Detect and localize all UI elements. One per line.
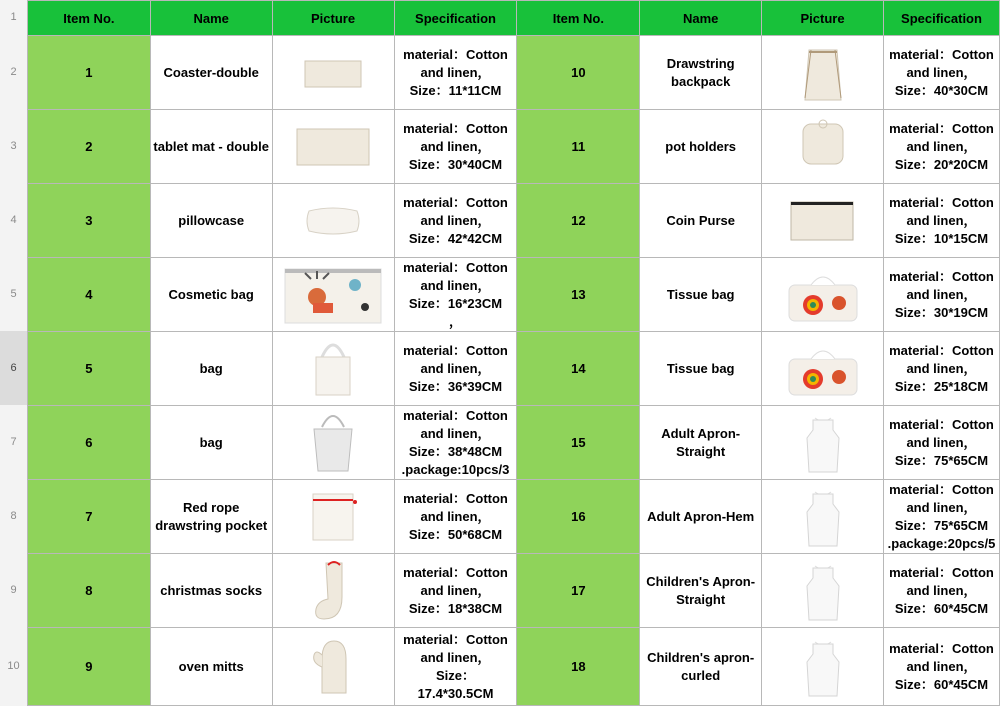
- spec-line: Size：10*15CM: [894, 230, 989, 246]
- product-picture-cell[interactable]: [272, 258, 394, 332]
- tissue-bag-image: [762, 332, 883, 405]
- spec-line: material：Cotton: [889, 481, 994, 497]
- cosmetic-bag-image: [273, 258, 394, 331]
- product-picture-cell[interactable]: [762, 110, 884, 184]
- item-number-cell[interactable]: 1: [28, 36, 151, 110]
- spec-line: Size：20*20CM: [894, 156, 989, 172]
- spec-line: ，: [449, 313, 463, 329]
- spec-line: material：Cotton: [889, 564, 994, 580]
- spec-line: material：Cotton: [403, 407, 508, 423]
- drawstring-pocket-image: [273, 480, 394, 553]
- row-number[interactable]: 2: [10, 66, 17, 78]
- table-row: [28, 628, 1000, 706]
- product-picture-cell[interactable]: [272, 184, 394, 258]
- spec-line: and linen，: [906, 286, 977, 302]
- spec-line: and linen，: [906, 64, 977, 80]
- header-item-no[interactable]: Item No.: [517, 1, 640, 36]
- product-picture-cell[interactable]: [762, 36, 884, 110]
- apron-image: [762, 554, 883, 627]
- table-row: [28, 258, 1000, 332]
- specification-cell[interactable]: [394, 184, 517, 258]
- spec-line: Size：75*65CM: [894, 517, 989, 533]
- pot-holder-image: [762, 110, 883, 183]
- product-picture-cell[interactable]: [272, 406, 394, 480]
- product-picture-cell[interactable]: [762, 480, 884, 554]
- header-name[interactable]: Name: [150, 1, 272, 36]
- spec-line: .package:20pcs/5: [887, 535, 996, 551]
- specification-cell[interactable]: [883, 554, 999, 628]
- spec-line: Size：30*40CM: [408, 156, 503, 172]
- header-name[interactable]: Name: [640, 1, 762, 36]
- product-picture-cell[interactable]: [762, 184, 884, 258]
- specification-cell[interactable]: [883, 480, 999, 554]
- specification-cell[interactable]: [394, 406, 517, 480]
- coaster-image: [273, 36, 394, 109]
- spec-line: Size：50*68CM: [408, 526, 503, 542]
- table-row: [28, 406, 1000, 480]
- spec-line: and linen，: [420, 649, 491, 665]
- spec-line: and linen，: [420, 212, 491, 228]
- specification-cell[interactable]: [394, 258, 517, 332]
- product-name-cell[interactable]: Tissue bag: [640, 332, 762, 406]
- item-number-cell[interactable]: 4: [28, 258, 151, 332]
- item-number-cell[interactable]: 18: [517, 628, 640, 706]
- specification-cell[interactable]: [394, 36, 517, 110]
- item-number-cell[interactable]: 17: [517, 554, 640, 628]
- spec-line: and linen，: [420, 64, 491, 80]
- item-number-cell[interactable]: 14: [517, 332, 640, 406]
- item-number-cell[interactable]: 12: [517, 184, 640, 258]
- tote-bag-image: [273, 332, 394, 405]
- specification-cell[interactable]: [883, 258, 999, 332]
- product-picture-cell[interactable]: [762, 332, 884, 406]
- header-specification[interactable]: Specification: [883, 1, 999, 36]
- item-number-cell[interactable]: 15: [517, 406, 640, 480]
- row-number[interactable]: 7: [10, 436, 17, 448]
- product-picture-cell[interactable]: [762, 406, 884, 480]
- product-picture-cell[interactable]: [272, 110, 394, 184]
- row-number[interactable]: 9: [10, 584, 17, 596]
- spec-line: Size：38*48CM: [408, 443, 503, 459]
- product-name-cell[interactable]: oven mitts: [150, 628, 272, 706]
- product-name-cell[interactable]: pillowcase: [150, 184, 272, 258]
- apron-image: [762, 406, 883, 479]
- product-picture-cell[interactable]: [762, 258, 884, 332]
- product-picture-cell[interactable]: [272, 332, 394, 406]
- spec-line: Size：36*39CM: [408, 378, 503, 394]
- product-name-cell[interactable]: bag: [150, 406, 272, 480]
- row-number[interactable]: 3: [10, 140, 17, 152]
- spec-line: Size：60*45CM: [894, 676, 989, 692]
- product-picture-cell[interactable]: [272, 628, 394, 706]
- spec-line: material：Cotton: [889, 640, 994, 656]
- spec-line: and linen，: [906, 360, 977, 376]
- spec-line: and linen，: [906, 499, 977, 515]
- spec-line: material：Cotton: [889, 46, 994, 62]
- table-row: [28, 184, 1000, 258]
- spec-line: and linen，: [420, 138, 491, 154]
- spec-line: Size：30*19CM: [894, 304, 989, 320]
- specification-cell[interactable]: [883, 406, 999, 480]
- item-number-cell[interactable]: 3: [28, 184, 151, 258]
- spec-line: Size：40*30CM: [894, 82, 989, 98]
- product-picture-cell[interactable]: [762, 628, 884, 706]
- item-number-cell[interactable]: 6: [28, 406, 151, 480]
- coin-purse-image: [762, 184, 883, 257]
- row-number[interactable]: 6: [0, 331, 27, 405]
- product-name-cell[interactable]: Coin Purse: [640, 184, 762, 258]
- specification-cell[interactable]: [883, 110, 999, 184]
- header-row: [28, 1, 1000, 36]
- spec-line: material：Cotton: [403, 259, 508, 275]
- header-item-no[interactable]: Item No.: [28, 1, 151, 36]
- specification-cell[interactable]: [883, 184, 999, 258]
- product-name-cell[interactable]: Children's apron-curled: [640, 628, 762, 706]
- specification-cell[interactable]: [883, 628, 999, 706]
- row-number-column: [0, 0, 28, 706]
- product-name-cell[interactable]: bag: [150, 332, 272, 406]
- product-picture-cell[interactable]: [272, 36, 394, 110]
- row-number[interactable]: 1: [10, 11, 17, 23]
- product-name-cell[interactable]: Drawstring backpack: [640, 36, 762, 110]
- spec-line: and linen，: [420, 277, 491, 293]
- spec-line: material：Cotton: [889, 342, 994, 358]
- product-name-cell[interactable]: Cosmetic bag: [150, 258, 272, 332]
- row-number[interactable]: 10: [7, 660, 20, 672]
- product-picture-cell[interactable]: [272, 480, 394, 554]
- product-name-cell[interactable]: Coaster-double: [150, 36, 272, 110]
- item-number-cell[interactable]: 16: [517, 480, 640, 554]
- drawstring-backpack-image: [762, 36, 883, 109]
- spec-line: and linen，: [420, 425, 491, 441]
- product-name-cell[interactable]: christmas socks: [150, 554, 272, 628]
- spec-line: material：Cotton: [403, 120, 508, 136]
- specification-cell[interactable]: [883, 332, 999, 406]
- item-number-cell[interactable]: 11: [517, 110, 640, 184]
- table-row: [28, 332, 1000, 406]
- spec-line: and linen，: [420, 360, 491, 376]
- spec-line: Size：25*18CM: [894, 378, 989, 394]
- item-number-cell[interactable]: 7: [28, 480, 151, 554]
- table-row: [28, 110, 1000, 184]
- header-specification[interactable]: Specification: [394, 1, 517, 36]
- product-name-cell[interactable]: pot holders: [640, 110, 762, 184]
- spec-line: Size：18*38CM: [408, 600, 503, 616]
- header-picture[interactable]: Picture: [762, 1, 884, 36]
- spec-line: and linen，: [906, 582, 977, 598]
- spec-line: material：Cotton: [889, 194, 994, 210]
- item-number-cell[interactable]: 5: [28, 332, 151, 406]
- product-picture-cell[interactable]: [762, 554, 884, 628]
- specification-cell[interactable]: [394, 480, 517, 554]
- spec-line: Size：60*45CM: [894, 600, 989, 616]
- specification-cell[interactable]: [394, 554, 517, 628]
- specification-cell[interactable]: [394, 110, 517, 184]
- table-row: [28, 36, 1000, 110]
- spec-line: Size：: [436, 667, 476, 683]
- spec-line: material：Cotton: [889, 416, 994, 432]
- apron-image: [762, 480, 883, 553]
- item-number-cell[interactable]: 9: [28, 628, 151, 706]
- product-name-cell[interactable]: Red rope drawstring pocket: [150, 480, 272, 554]
- product-name-cell[interactable]: Tissue bag: [640, 258, 762, 332]
- spec-line: material：Cotton: [403, 564, 508, 580]
- spec-line: 17.4*30.5CM: [417, 685, 494, 701]
- spec-line: and linen，: [906, 212, 977, 228]
- spec-line: Size：42*42CM: [408, 230, 503, 246]
- item-number-cell[interactable]: 2: [28, 110, 151, 184]
- product-name-cell[interactable]: Adult Apron-Hem: [640, 480, 762, 554]
- spec-line: Size：11*11CM: [409, 82, 502, 98]
- apron-image: [762, 630, 883, 703]
- table-row: [28, 480, 1000, 554]
- product-table: [27, 0, 1000, 706]
- row-number[interactable]: 8: [10, 510, 17, 522]
- item-number-cell[interactable]: 8: [28, 554, 151, 628]
- spec-line: material：Cotton: [403, 490, 508, 506]
- spec-line: and linen，: [420, 508, 491, 524]
- spec-line: and linen，: [420, 582, 491, 598]
- spec-line: and linen，: [906, 658, 977, 674]
- spec-line: Size：75*65CM: [894, 452, 989, 468]
- spec-line: and linen，: [906, 138, 977, 154]
- spec-line: material：Cotton: [403, 342, 508, 358]
- specification-cell[interactable]: [394, 628, 517, 706]
- tissue-bag-image: [762, 258, 883, 331]
- item-number-cell[interactable]: 10: [517, 36, 640, 110]
- pillowcase-image: [273, 184, 394, 257]
- specification-cell[interactable]: [394, 332, 517, 406]
- spec-line: material：Cotton: [403, 631, 508, 647]
- row-number[interactable]: 5: [10, 288, 17, 300]
- spec-line: material：Cotton: [889, 268, 994, 284]
- christmas-sock-image: [273, 554, 394, 627]
- tablet-mat-image: [273, 110, 394, 183]
- product-name-cell[interactable]: Children's Apron-Straight: [640, 554, 762, 628]
- spec-line: material：Cotton: [403, 46, 508, 62]
- gusset-bag-image: [273, 406, 394, 479]
- product-picture-cell[interactable]: [272, 554, 394, 628]
- spec-line: Size：16*23CM: [408, 295, 503, 311]
- product-name-cell[interactable]: Adult Apron-Straight: [640, 406, 762, 480]
- header-picture[interactable]: Picture: [272, 1, 394, 36]
- table-row: [28, 554, 1000, 628]
- oven-mitt-image: [273, 630, 394, 703]
- spec-line: and linen，: [906, 434, 977, 450]
- spec-line: material：Cotton: [889, 120, 994, 136]
- spec-line: .package:10pcs/3: [401, 461, 510, 477]
- specification-cell[interactable]: [883, 36, 999, 110]
- item-number-cell[interactable]: 13: [517, 258, 640, 332]
- spec-line: material：Cotton: [403, 194, 508, 210]
- product-name-cell[interactable]: tablet mat - double: [150, 110, 272, 184]
- row-number[interactable]: 4: [10, 214, 17, 226]
